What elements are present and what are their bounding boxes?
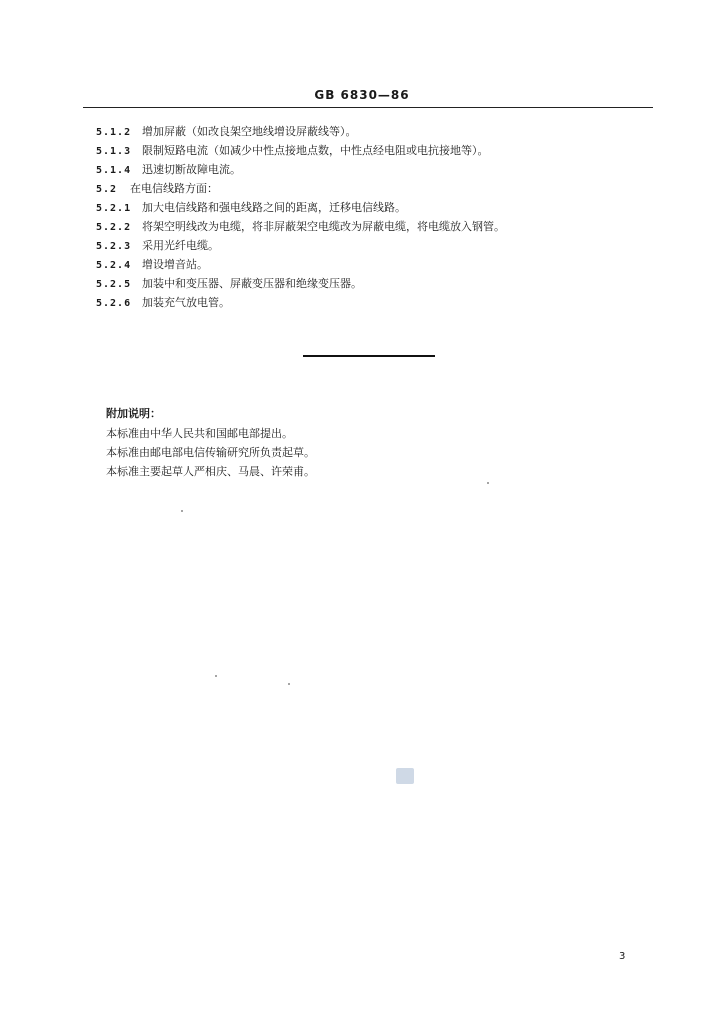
additional-note-line: 本标准由邮电部电信传输研究所负责起草。 [106, 446, 315, 459]
end-of-text-rule [303, 355, 435, 357]
clause-5-2 [96, 180, 218, 198]
clause-text: 采用光纤电缆。 [142, 239, 219, 252]
clause-text: 加装中和变压器、屏蔽变压器和绝缘变压器。 [142, 277, 362, 290]
clause-number: 5.2.5 [96, 279, 132, 290]
clause-text: 将架空明线改为电缆，将非屏蔽架空电缆改为屏蔽电缆，将电缆放入钢管。 [142, 220, 505, 233]
clause-number: 5.2.2 [96, 222, 132, 233]
clause-5-2-5 [96, 275, 362, 293]
page-number: 3 [619, 951, 626, 962]
clause-text: 迅速切断故障电流。 [142, 163, 241, 176]
scan-speck [288, 683, 290, 685]
clause-5-2-2 [96, 218, 505, 236]
additional-note-line: 本标准主要起草人严相庆、马晨、许荣甫。 [106, 465, 315, 478]
page-header-standard-code: GB 6830—86 [314, 88, 410, 102]
clause-number: 5.2.3 [96, 241, 132, 252]
scan-speck [181, 510, 183, 512]
clause-5-2-3 [96, 237, 219, 255]
clause-number: 5.2.1 [96, 203, 132, 214]
additional-note-line: 本标准由中华人民共和国邮电部提出。 [106, 427, 293, 440]
clause-text: 增加屏蔽（如改良架空地线增设屏蔽线等）。 [142, 125, 357, 138]
clause-number: 5.1.4 [96, 165, 132, 176]
clause-5-1-2 [96, 123, 357, 141]
clause-number: 5.1.3 [96, 146, 132, 157]
clause-number: 5.2.6 [96, 298, 132, 309]
scan-speck [487, 482, 489, 484]
scan-speck [215, 675, 217, 677]
scan-watermark-stamp [396, 768, 414, 784]
clause-5-1-3 [96, 142, 489, 160]
clause-number: 5.2.4 [96, 260, 132, 271]
clause-5-2-6 [96, 294, 230, 312]
clause-number: 5.1.2 [96, 127, 132, 138]
clause-text: 加装充气放电管。 [142, 296, 230, 309]
clause-5-2-4 [96, 256, 208, 274]
clause-5-2-1 [96, 199, 406, 217]
clause-text: 增设增音站。 [142, 258, 208, 271]
clause-number: 5.2 [96, 184, 118, 195]
clause-text: 在电信线路方面： [130, 182, 218, 195]
clause-5-1-4 [96, 161, 241, 179]
clause-text: 限制短路电流（如减少中性点接地点数，中性点经电阻或电抗接地等）。 [142, 144, 489, 157]
header-rule [83, 107, 653, 108]
additional-notes-title: 附加说明： [106, 407, 161, 420]
clause-text: 加大电信线路和强电线路之间的距离，迁移电信线路。 [142, 201, 406, 214]
